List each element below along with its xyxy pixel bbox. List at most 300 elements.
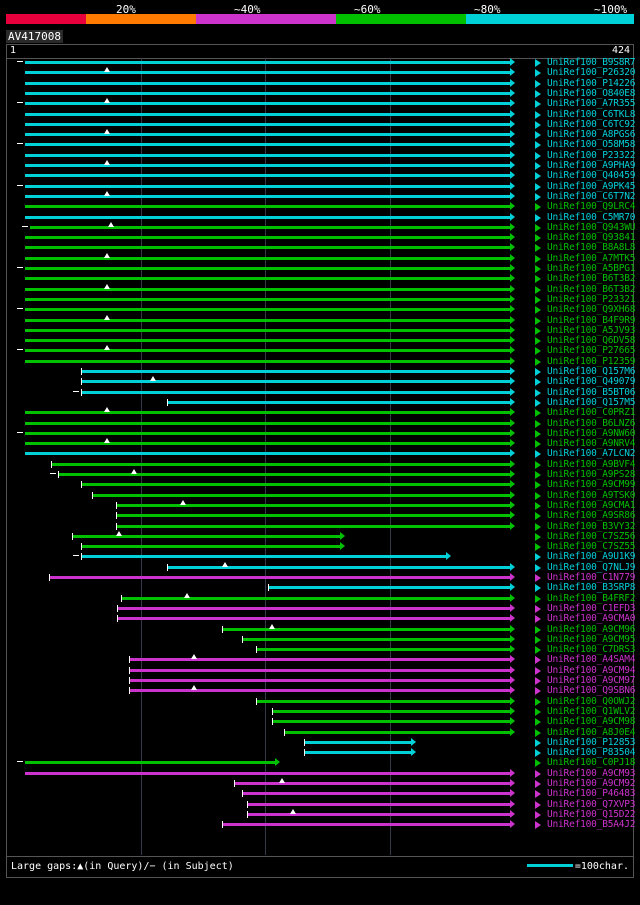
hit-row[interactable] [7,58,527,67]
gap-note: Large gaps:▲(in Query)/− (in Subject) [11,861,234,872]
hit-segment [25,288,510,291]
hit-label[interactable]: UniRef100_Q9XH68 [547,304,636,316]
hit-arrow-icon [510,336,515,344]
hit-label[interactable]: UniRef100_C7SZ55 [547,541,636,553]
label-arrow-icon [535,801,541,809]
scale-note: =100char. [574,861,629,872]
hit-row[interactable] [7,789,527,798]
hit-label[interactable]: UniRef100_A7R355 [547,98,636,110]
hit-row[interactable] [7,820,527,829]
hit-row[interactable] [7,480,527,489]
hit-arrow-icon [510,779,515,787]
hit-segment [25,216,510,219]
hit-label[interactable]: UniRef100_B3VY32 [547,520,636,532]
hit-row[interactable] [7,161,527,170]
hit-segment [25,360,510,363]
hit-label[interactable]: UniRef100_Q9SBN6 [547,685,636,697]
hit-segment [25,339,510,342]
label-arrow-icon [535,296,541,304]
hit-row[interactable] [7,99,527,108]
identity-color-legend [6,3,634,28]
hit-row[interactable] [7,542,527,551]
hit-row[interactable] [7,151,527,160]
hit-segment [222,628,510,631]
hit-row[interactable] [7,676,527,685]
hit-start-tick [247,801,248,808]
hit-arrow-icon [510,728,515,736]
label-arrow-icon [535,337,541,345]
hit-row[interactable] [7,604,527,613]
hit-label[interactable]: UniRef100_Q943WU [547,221,636,233]
hit-label[interactable]: UniRef100_O840E8 [547,87,636,99]
hit-row[interactable] [7,655,527,664]
label-arrow-icon [535,399,541,407]
hit-segment [58,473,510,476]
hit-row[interactable] [7,532,527,541]
hit-label[interactable]: UniRef100_Q9LRC4 [547,201,636,213]
hit-row[interactable] [7,192,527,201]
hit-label[interactable]: UniRef100_B6LNZ6 [547,417,636,429]
query-gap-marker [184,593,190,598]
hit-segment [234,782,510,785]
hit-label[interactable]: UniRef100_A9CMA1 [547,499,636,511]
hit-row[interactable] [7,89,527,98]
hit-label[interactable]: UniRef100_A9PHA9 [547,160,636,171]
label-arrow-icon [535,749,541,757]
hit-segment [25,143,510,146]
hit-row[interactable] [7,645,527,654]
hit-row[interactable] [7,686,527,695]
subject-gap-marker [17,267,23,268]
hit-row[interactable] [7,800,527,809]
hit-row[interactable] [7,243,527,252]
hit-label[interactable]: UniRef100_P26320 [547,67,636,79]
hit-label[interactable]: UniRef100_A9CM93 [547,767,636,779]
hit-row[interactable] [7,336,527,345]
hit-segment [25,71,510,74]
hit-arrow-icon [446,552,451,560]
hit-start-tick [81,378,82,385]
hit-label[interactable]: UniRef100_B8A8L8 [547,242,636,254]
hit-row[interactable] [7,316,527,325]
hit-label[interactable]: UniRef100_A9SR86 [547,510,636,522]
query-gap-marker [279,778,285,783]
hit-row[interactable] [7,254,527,263]
label-arrow-icon [535,347,541,355]
label-arrow-icon [535,698,541,706]
hit-row[interactable] [7,408,527,417]
hit-label[interactable]: UniRef100_P23321 [547,293,636,305]
label-arrow-icon [535,111,541,119]
subject-gap-marker [17,143,23,144]
label-arrow-icon [535,626,541,634]
hit-row[interactable] [7,552,527,561]
hit-segment [25,113,510,116]
label-arrow-icon [535,770,541,778]
label-arrow-icon [535,69,541,77]
hit-row[interactable] [7,511,527,520]
hit-label[interactable]: UniRef100_P23322 [547,149,636,161]
hit-start-tick [234,780,235,787]
hit-row[interactable] [7,223,527,232]
hit-row[interactable] [7,728,527,737]
legend-tick-40: ~40% [234,3,261,16]
hit-label[interactable]: UniRef100_A9CMA0 [547,613,636,625]
hit-row[interactable] [7,213,527,222]
hit-arrow-icon [510,583,515,591]
hit-label[interactable]: UniRef100_P27665 [547,345,636,357]
hit-segment [167,401,510,404]
hit-segment [25,432,510,435]
hit-segment [272,720,510,723]
hit-label[interactable]: UniRef100_C1EFD3 [547,602,636,614]
hit-arrow-icon [340,542,345,550]
hit-start-tick [247,811,248,818]
hit-row[interactable] [7,419,527,428]
hit-label[interactable]: UniRef100_P46483 [547,788,636,800]
hit-row[interactable] [7,429,527,438]
hit-label[interactable]: UniRef100_A9CM99 [547,479,636,491]
query-name: AV417008 [8,30,61,43]
hit-segment [25,246,510,249]
label-arrow-icon [535,100,541,108]
hit-row[interactable] [7,68,527,77]
hit-row[interactable] [7,717,527,726]
label-arrow-icon [535,152,541,160]
legend-tick-20: 20% [116,3,136,16]
hit-arrow-icon [510,439,515,447]
hit-arrow-icon [411,748,416,756]
hit-label[interactable]: UniRef100_B5BT06 [547,386,636,398]
hit-start-tick [81,368,82,375]
legend-tick-60: ~60% [354,3,381,16]
hit-segment [81,483,510,486]
hit-label[interactable]: UniRef100_C0PJ18 [547,757,636,769]
legend-tick-80: ~80% [474,3,501,16]
hit-label[interactable]: UniRef100_A9PS28 [547,469,636,480]
hit-label[interactable]: UniRef100_C6T7N2 [547,190,636,202]
hit-row[interactable] [7,594,527,603]
hit-label[interactable]: UniRef100_Q40459 [547,170,636,182]
hit-start-tick [116,512,117,519]
hit-row[interactable] [7,202,527,211]
hit-arrow-icon [510,89,515,97]
hit-start-tick [81,543,82,550]
label-arrow-icon [535,80,541,88]
hit-segment [304,741,411,744]
hit-start-tick [242,636,243,643]
hit-label[interactable]: UniRef100_P12853 [547,736,636,748]
hit-label[interactable]: UniRef100_C6TC92 [547,118,636,130]
hit-label[interactable]: UniRef100_Q93841 [547,232,636,244]
label-arrow-icon [535,317,541,325]
hit-row[interactable] [7,274,527,283]
hit-row[interactable] [7,140,527,149]
hit-row[interactable] [7,130,527,139]
hit-start-tick [81,481,82,488]
hit-arrow-icon [510,357,515,365]
hit-arrow-icon [510,789,515,797]
hit-segment [25,185,510,188]
hit-segment [247,803,510,806]
query-gap-marker [104,98,110,103]
query-gap-marker [222,562,228,567]
hit-segment [117,617,510,620]
hit-label[interactable]: UniRef100_A9NW60 [547,427,636,439]
hit-label[interactable]: UniRef100_A9BVF4 [547,458,636,470]
hit-label[interactable]: UniRef100_O58M58 [547,139,636,151]
label-arrow-icon [535,564,541,572]
hit-start-tick [58,471,59,478]
hit-label[interactable]: UniRef100_Q6DV58 [547,335,636,347]
hit-label[interactable]: UniRef100_B9S8R7 [547,57,636,68]
hit-segment [25,772,510,775]
hit-arrow-icon [510,820,515,828]
hit-arrow-icon [510,202,515,210]
hit-label[interactable]: UniRef100_A7LCN2 [547,448,636,460]
hit-label[interactable]: UniRef100_C0PRZ1 [547,407,636,419]
hit-start-tick [272,718,273,725]
label-arrow-icon [535,595,541,603]
hit-row[interactable] [7,398,527,407]
hit-row[interactable] [7,563,527,572]
hit-label[interactable]: UniRef100_B5A4J2 [547,819,636,831]
hit-row[interactable] [7,614,527,623]
hit-row[interactable] [7,460,527,469]
query-gap-marker [108,222,114,227]
hit-label[interactable]: UniRef100_A9CM96 [547,623,636,635]
hit-row[interactable] [7,707,527,716]
hit-row[interactable] [7,758,527,767]
hit-label[interactable]: UniRef100_B6T3B2 [547,273,636,285]
hit-row[interactable] [7,583,527,592]
hit-row[interactable] [7,120,527,129]
hit-row[interactable] [7,625,527,634]
hit-row[interactable] [7,295,527,304]
hit-arrow-icon [510,182,515,190]
hit-arrow-icon [510,676,515,684]
hit-label[interactable]: UniRef100_Q1WLV2 [547,705,636,717]
hit-arrow-icon [510,460,515,468]
hit-row[interactable] [7,748,527,757]
hit-row[interactable] [7,449,527,458]
hit-label[interactable]: UniRef100_A8J0E4 [547,726,636,738]
hit-segment [25,164,510,167]
hit-label[interactable]: UniRef100_A9NRV4 [547,438,636,450]
scale-note-wrap [527,861,629,872]
hit-segment [25,761,274,764]
hit-arrow-icon [510,449,515,457]
hit-row[interactable] [7,573,527,582]
hit-row[interactable] [7,666,527,675]
label-arrow-icon [535,172,541,180]
hit-label[interactable]: UniRef100_A5JV93 [547,324,636,336]
hit-row[interactable] [7,388,527,397]
hit-arrow-icon [510,697,515,705]
hit-label[interactable]: UniRef100_A9TSK0 [547,489,636,501]
label-arrow-icon [535,409,541,417]
hit-label[interactable]: UniRef100_C6TKL8 [547,108,636,120]
hit-row[interactable] [7,79,527,88]
hit-arrow-icon [510,573,515,581]
label-arrow-icon [535,729,541,737]
hit-label[interactable]: UniRef100_Q7NLJ9 [547,561,636,573]
hit-segment [129,689,510,692]
hit-arrow-icon [510,686,515,694]
label-arrow-icon [535,605,541,613]
hit-label[interactable]: UniRef100_C7SZ56 [547,530,636,542]
hit-segment [25,174,510,177]
hit-start-tick [72,533,73,540]
hit-label[interactable]: UniRef100_A9CM97 [547,675,636,686]
label-arrow-icon [535,759,541,767]
legend-tick-100: ~100% [594,3,628,16]
hit-label[interactable]: UniRef100_A9CM92 [547,778,636,789]
hit-row[interactable] [7,110,527,119]
hit-row[interactable] [7,233,527,242]
hit-segment [222,823,510,826]
hit-row[interactable] [7,285,527,294]
hit-row[interactable] [7,522,527,531]
hit-row[interactable] [7,491,527,500]
hit-row[interactable] [7,697,527,706]
hit-label[interactable]: UniRef100_A9CM95 [547,633,636,645]
hit-segment [25,236,510,239]
query-gap-marker [104,315,110,320]
hit-label[interactable]: UniRef100_P12359 [547,355,636,367]
hit-arrow-icon [510,635,515,643]
hit-segment [25,442,510,445]
hit-label[interactable]: UniRef100_C5MR70 [547,211,636,223]
label-arrow-icon [535,481,541,489]
hit-segment [51,463,510,466]
hit-segment [247,813,510,816]
hit-arrow-icon [510,666,515,674]
hit-row[interactable] [7,779,527,788]
hit-arrow-icon [510,522,515,530]
label-arrow-icon [535,255,541,263]
label-arrow-icon [535,59,541,67]
hit-row[interactable] [7,171,527,180]
hit-label[interactable]: UniRef100_Q157M6 [547,366,636,377]
hit-row[interactable] [7,738,527,747]
query-gap-marker [104,253,110,258]
hit-start-tick [81,553,82,560]
hit-arrow-icon [275,758,280,766]
hit-row[interactable] [7,810,527,819]
hit-row[interactable] [7,182,527,191]
hit-label[interactable]: UniRef100_A9CM94 [547,664,636,676]
hit-label[interactable]: UniRef100_Q157M5 [547,396,636,408]
hit-row[interactable] [7,367,527,376]
hit-segment [116,504,510,507]
hit-arrow-icon [510,594,515,602]
hit-label[interactable]: UniRef100_A9CM98 [547,716,636,728]
label-arrow-icon [535,811,541,819]
label-arrow-icon [535,790,541,798]
hit-segment [30,226,510,229]
hit-arrow-icon [510,68,515,76]
hit-label[interactable]: UniRef100_Q49079 [547,376,636,388]
hit-start-tick [167,564,168,571]
hit-row[interactable] [7,346,527,355]
hit-label[interactable]: UniRef100_A8PGS6 [547,129,636,141]
hit-arrow-icon [510,367,515,375]
hit-label[interactable]: UniRef100_Q7XVP3 [547,798,636,810]
hit-segment [25,133,510,136]
hit-arrow-icon [510,171,515,179]
hit-row[interactable] [7,635,527,644]
hit-label[interactable]: UniRef100_B4F9R9 [547,314,636,326]
query-gap-marker [269,624,275,629]
hit-start-tick [116,502,117,509]
hit-start-tick [129,677,130,684]
hit-row[interactable] [7,470,527,479]
hit-segment [25,267,510,270]
hit-arrow-icon [510,285,515,293]
hit-row[interactable] [7,326,527,335]
hit-arrow-icon [510,130,515,138]
hit-row[interactable] [7,501,527,510]
hit-row[interactable] [7,377,527,386]
hit-start-tick [272,708,273,715]
hit-arrow-icon [510,604,515,612]
hit-segment [304,751,411,754]
hit-segment [25,411,510,414]
label-arrow-icon [535,636,541,644]
hit-segment [25,154,510,157]
label-arrow-icon [535,667,541,675]
label-arrow-icon [535,378,541,386]
hit-label[interactable]: UniRef100_B6T3B2 [547,283,636,295]
hit-start-tick [51,461,52,468]
hit-row[interactable] [7,439,527,448]
hit-segment [256,648,510,651]
hit-start-tick [92,492,93,499]
hit-label[interactable]: UniRef100_Q0OWJ2 [547,695,636,707]
hit-row[interactable] [7,264,527,273]
hit-label[interactable]: UniRef100_A9PK45 [547,180,636,192]
hit-segment [25,308,510,311]
hit-row[interactable] [7,357,527,366]
query-gap-marker [104,129,110,134]
label-arrow-icon [535,306,541,314]
hit-row[interactable] [7,769,527,778]
hit-segment [49,576,510,579]
hit-label[interactable]: UniRef100_P83504 [547,747,636,759]
hit-row[interactable] [7,305,527,314]
hit-label[interactable]: UniRef100_A7MTK5 [547,252,636,264]
label-arrow-icon [535,708,541,716]
hit-label[interactable]: UniRef100_A4SAM4 [547,654,636,666]
hit-label[interactable]: UniRef100_Q15D22 [547,808,636,820]
hit-label[interactable]: UniRef100_B4FRF2 [547,592,636,604]
legend-gradient-bar [6,14,634,24]
hit-label[interactable]: UniRef100_A9U1K9 [547,551,636,563]
label-arrow-icon [535,430,541,438]
hit-label[interactable]: UniRef100_A5BPG1 [547,263,636,274]
hit-label[interactable]: UniRef100_C1N779 [547,572,636,583]
hit-arrow-icon [510,213,515,221]
label-arrow-icon [535,275,541,283]
hit-label[interactable]: UniRef100_B3SRP8 [547,582,636,594]
hit-label[interactable]: UniRef100_C7DRS3 [547,644,636,656]
subject-gap-marker [17,761,23,762]
hit-label[interactable]: UniRef100_P14226 [547,77,636,89]
hit-start-tick [81,389,82,396]
hit-start-tick [116,523,117,530]
hit-arrow-icon [411,738,416,746]
